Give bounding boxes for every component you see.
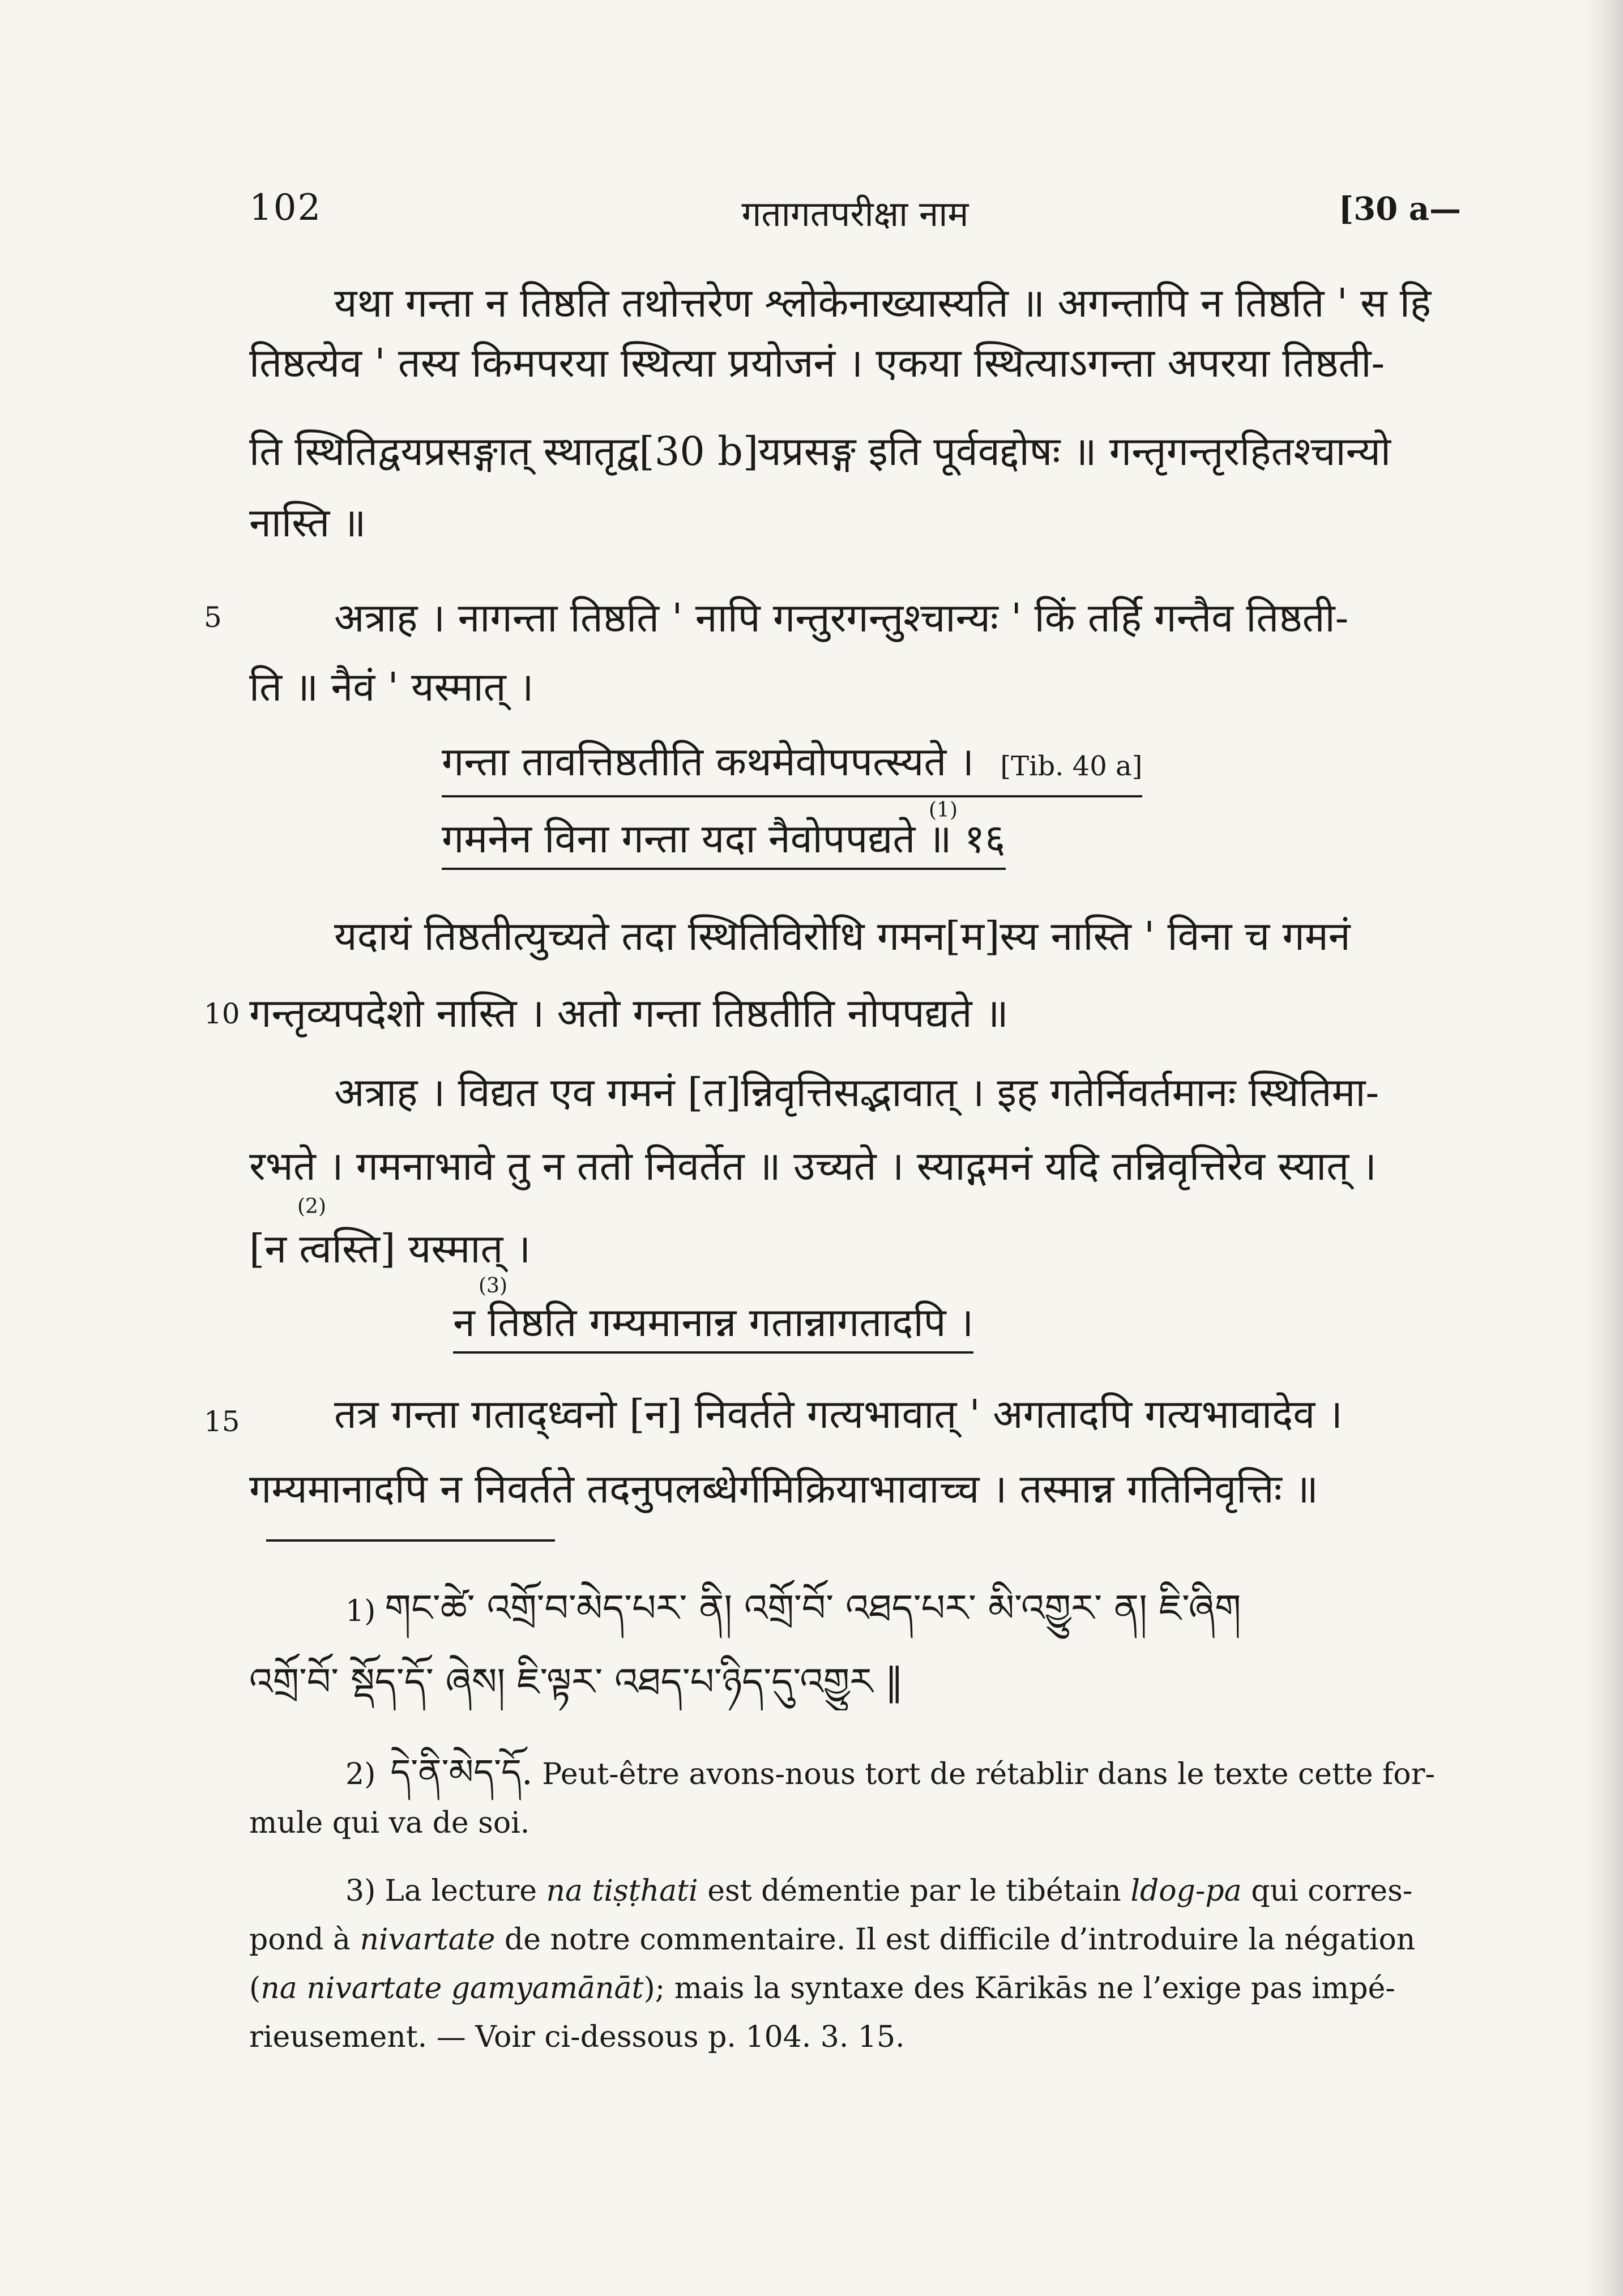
karika-verse-line-1 xyxy=(442,736,1142,797)
verse-text: गमनेन विना गन्ता यदा नैवोपपद्यते ॥ १६ xyxy=(442,816,1006,862)
page-header xyxy=(249,187,1461,238)
footnote-3-number: 3) xyxy=(345,1874,376,1908)
text-line-8: गन्तृव्यपदेशो नास्ति । अतो गन्ता तिष्ठतीति नोपपद्यते ॥ xyxy=(249,990,1009,1036)
footnote-marker-2: (2) xyxy=(297,1195,326,1218)
text-line-12: तत्र गन्ता गताद्ध्वनो [न] निवर्तते गत्यभावात् ' अगतादपि गत्यभावादेव । xyxy=(334,1391,1343,1437)
karika-verse-line-2 xyxy=(442,813,1006,870)
verse-text: न तिष्ठति गम्यमानान्न गतान्नागतादपि । xyxy=(453,1299,974,1346)
footnote-1-number: 1) xyxy=(345,1594,376,1628)
footnote-3-text: La lecture xyxy=(385,1874,537,1908)
footnote-3-italic: na nivartate gamyamānāt xyxy=(260,1971,644,2005)
tibetan-folio-ref: [Tib. 40 a] xyxy=(1000,750,1143,782)
text-line-2: तिष्ठत्येव ' तस्य किमपरया स्थित्या प्रयोजनं । एकया स्थित्याऽगन्ता अपरया तिष्ठती- xyxy=(249,340,1385,386)
line-number-10: 10 xyxy=(204,997,240,1030)
footnote-separator xyxy=(266,1539,555,1542)
footnote-3-text: pond à xyxy=(249,1923,351,1957)
text-line-13: गम्यमानादपि न निवर्तते तदनुपलब्धेर्गमिक्रियाभावाच्च । तस्मान्न गतिनिवृत्तिः ॥ xyxy=(249,1466,1318,1512)
text-line-7: यदायं तिष्ठतीत्युच्यते तदा स्थितिविरोधि गमन[म]स्य नास्ति ' विना च गमनं xyxy=(334,913,1351,959)
footnote-3-line-4: rieusement. — Voir ci-dessous p. 104. 3. 15. xyxy=(249,2020,905,2054)
footnote-2-line-1 xyxy=(249,1750,1461,1796)
text-line-6: ति ॥ नैवं ' यस्मात् । xyxy=(249,664,534,710)
footnote-3-text: qui corres- xyxy=(1251,1874,1413,1908)
footnote-marker-3: (3) xyxy=(479,1274,507,1298)
text-line-3: ति स्थितिद्वयप्रसङ्गात् स्थातृद्व[30 b]यप्रसङ्ग इति पूर्ववद्दोषः ॥ गन्तृगन्तृरहितश्चान्यो xyxy=(249,428,1391,475)
text-line-10: रभते । गमनाभावे तु न ततो निवर्तेत ॥ उच्यते । स्याद्गमनं यदि तन्निवृत्तिरेव स्यात् । xyxy=(249,1143,1377,1189)
footnote-3-text: est démentie par le tibétain xyxy=(707,1874,1121,1908)
footnote-3-italic: na tiṣṭhati xyxy=(546,1874,698,1908)
text-line-11: [न त्वस्ति] यस्मात् । xyxy=(249,1226,531,1272)
footnote-2-tibetan: དེ་ནི་མེད་དོ. xyxy=(390,1751,533,1793)
footnote-3-italic: ldog-pa xyxy=(1130,1874,1242,1908)
footnote-3-line-2 xyxy=(249,1918,1461,1962)
page-number: 102 xyxy=(249,187,322,229)
text-line-1: यथा गन्ता न तिष्ठति तथोत्तरेण श्लोकेनाख्यास्यति ॥ अगन्तापि न तिष्ठति ' स हि xyxy=(334,280,1431,326)
footnote-3-text: ); mais la syntaxe des Kārikās ne l’exige pas impé- xyxy=(643,1971,1395,2005)
footnote-2-number: 2) xyxy=(345,1757,376,1791)
text-line-5: अत्राह । नागन्ता तिष्ठति ' नापि गन्तुरगन्तुश्चान्यः ' किं तर्हि गन्तैव तिष्ठती- xyxy=(334,595,1349,641)
footnote-1-tibetan: གང་ཚེ་ འགྲོ་བ་མེད་པར་ ནི། འགྲོ་བོ་ འཐད་པར་ མི་འགྱུར་ ན། ཇི་ཞིག xyxy=(385,1586,1241,1630)
footnote-marker-1: (1) xyxy=(929,799,958,822)
footnote-3-text: de notre commentaire. Il est difficile d’introduire la négation xyxy=(504,1923,1416,1957)
text-line-9: अत्राह । विद्यत एव गमनं [त]न्निवृत्तिसद्भावात् । इह गतेर्निवर्तमानः स्थितिमा- xyxy=(334,1069,1379,1116)
text-line-4: नास्ति ॥ xyxy=(249,500,366,546)
footnote-2-text: Peut-être avons-nous tort de rétablir dans le texte cette for- xyxy=(542,1757,1436,1791)
footnote-2-line-2: mule qui va de soi. xyxy=(249,1806,530,1840)
footnote-3-line-1 xyxy=(249,1869,1461,1913)
footnote-3-text: ( xyxy=(249,1971,261,2005)
footnote-3-line-3 xyxy=(249,1966,1461,2011)
folio-reference: [30 a— xyxy=(1338,190,1461,228)
footnote-3-italic: nivartate xyxy=(360,1923,496,1957)
verse-text: गन्ता तावत्तिष्ठतीति कथमेवोपपत्स्यते । xyxy=(442,739,975,785)
running-title: गतागतपरीक्षा नाम xyxy=(741,193,969,234)
line-number-5: 5 xyxy=(204,601,222,634)
karika-verse-line-3 xyxy=(453,1297,973,1354)
footnote-1-line-2: འགྲོ་བོ་ སྡོད་དོ་ ཞེས། ཇི་ལྟར་ འཐད་པ་ཉིད་དུ་འགྱུར ‖ xyxy=(249,1660,904,1704)
line-number-15: 15 xyxy=(204,1405,240,1438)
footnote-1-line-1 xyxy=(249,1580,1461,1640)
